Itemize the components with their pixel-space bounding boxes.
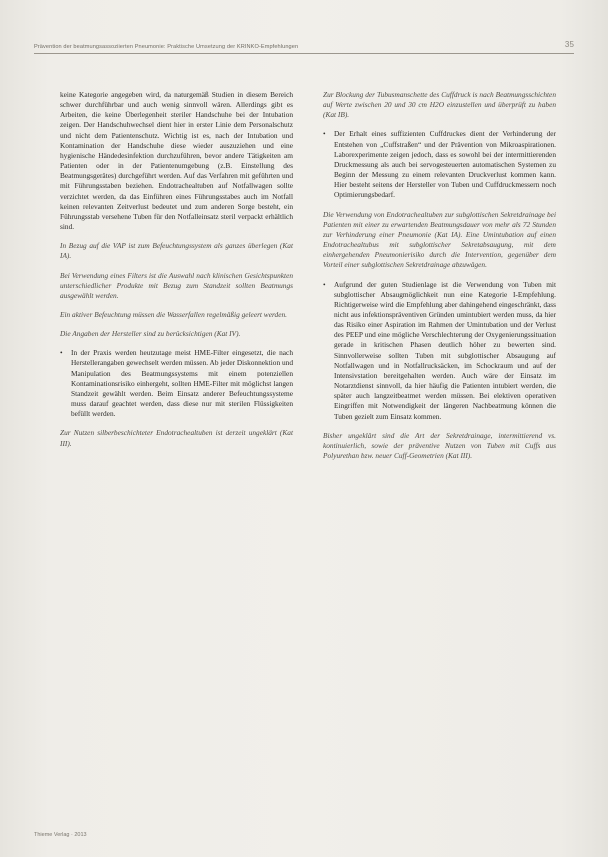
left-recommendation-2: In Bezug auf die VAP ist zum Befeuchtungssystem als ganzes überlegen (Kat IA). — [60, 241, 293, 261]
left-recommendation-4: Ein aktiver Befeuchtung müssen die Wasserfallen regelmäßig geleert werden. — [60, 309, 287, 319]
left-paragraph-1: keine Kategorie angegeben wird, da naturgemäß Studien in diesem Bereich schwer durchführbar und auch wenig sinnvoll wären. Allerdings gibt es Arbeiten, die keine Überlegenheit steriler Handschuhe bei der Intubation zeigen. Der Handschuhwechsel dient hier in erster Linie dem Personalschutz und nicht dem Patientenschutz. Wichtig ist es, nach der Intubation und Kontamination der Handschuhe diese wieder auszuziehen und eine hygienische Händedesinfektion durchzuführen, bevor andere Tätigkeiten am Patienten oder in der Patientenumgebung (z.B. Einstellung des Beatmungsgerätes) durchgeführt werden. Auf das Verfahren mit geführten und mit Führungsstaben beziehen. Endotrachealtuben auf Notfallwagen sollte verzichtet werden, da das Einführen eines Führungsstabes auch im Notfall keinen relevanten Zeitverlust bedeutet und zum anderen Sorge besteht, ein Führungsstab versehene Tuben für den Notfalleinsatz steril verpackt erhältlich sind. — [60, 90, 293, 232]
left-column — [60, 90, 293, 458]
right-recommendation-1: Zur Blockung der Tubusmanschette des Cuffdruck is nach Beatmungsschichten auf Werte zwischen 20 und 30 cm H2O einzustellen und überprüft zu haben (Kat IB). — [323, 90, 556, 120]
left-recommendation-3: Bei Verwendung eines Filters ist die Auswahl nach klinischen Gesichtspunkten unterschiedlicher Produkte mit Bezug zum Standzeit sollten Beatmungs ausgewählt werden. — [60, 270, 293, 300]
left-bullet-comment: • In der Praxis werden heutzutage meist HME-Filter eingesetzt, die nach Herstellerangaben gewechselt werden müssen. Ab jeder Diskonnektion und Manipulation des Beatmungssystems mit einem potenziellen Kontaminationsrisiko einhergeht, sollten HME-Filter mit möglichst langen Standzeit gewählt werden. Beim Einsatz anderer Befeuchtungssysteme muss darauf geachtet werden, dass diese nur mit sterilen Flüssigkeiten befüllt werden. — [60, 348, 293, 419]
header-title: Prävention der beatmungsassoziierten Pneumonie: Praktische Umsetzung der KRINKO-Empfehlungen — [34, 44, 299, 50]
left-recommendation-5: Die Angaben der Hersteller sind zu berücksichtigen (Kat IV). — [60, 329, 241, 339]
page-number: 35 — [564, 40, 574, 49]
left-recommendation-6: Zur Nutzen silberbeschichteter Endotrachealtuben ist derzeit ungeklärt (Kat III). — [60, 428, 293, 448]
right-column — [323, 90, 556, 470]
running-header — [34, 40, 574, 50]
right-recommendation-3: Bisher ungeklärt sind die Art der Sekretdrainage, intermittierend vs. kontinuierlich, sowie der präventive Nutzen von Tuben mit Cuffs aus Polyurethan bzw. neuer Cuff-Geometrien (Kat III). — [323, 430, 556, 460]
right-bullet-comment-1: • Der Erhalt eines suffizienten Cuffdruckes dient der Verhinderung der Entstehen von „Cuffstraßen“ und der Prävention von Mikroaspirationen. Laborexperimente zeigen jedoch, dass es sowohl bei der intermittierenden Druckmessung als auch bei servogesteuerten automatischen Systemen zu Beginn der Messung zu einem relevanten Druckverlust kommen kann. Hier besteht seitens der Hersteller von Tuben und Cuffdruckmessern noch Optimierungsbedarf. — [323, 129, 556, 200]
right-bullet-comment-2: • Aufgrund der guten Studienlage ist die Verwendung von Tuben mit subglottischer Absaugmöglichkeit nun eine Kategorie I-Empfehlung. Richtigerweise wird die Empfehlung aber dahingehend eingeschränkt, dass nicht aus infektionspräventiven Gründen umintubiert werden muss, da hier das Risiko einer Aspiration im Rahmen der Umintubation und der Verlust des PEEP und eine mögliche Verschlechterung der Oxygenierungssituation gerade in kritischen Phasen deutlich höher zu bewerten sind. Sinnvollerweise sollten Tuben mit subglottischer Absaugung auf Notfallwagen und in Notfallrucksäcken, im Schockraum und auf der Intensivstation bereitgehalten werden. Auch wäre der Einsatz im Notarztdienst sinnvoll, da hier häufig die Patienten intubiert werden, die später auch langzeitbeatmet werden müssen. Bei elektiven operativen Eingriffen mit Notwendigkeit der längeren Nachbeatmung können die Tuben gezielt zum Einsatz kommen. — [323, 280, 556, 422]
page-footer: Thieme Verlag · 2013 — [34, 832, 87, 838]
right-recommendation-2: Die Verwendung von Endotrachealtuben zur subglottischen Sekretdrainage bei Patienten mit einer zu erwartenden Beatmungsdauer von mehr als 72 Stunden zur Verhinderung einer Pneumonie (Kat IA). Eine Umintubation auf einen Endotrachealtubus mit subglottischer Sekretabsaugung, mit dem einhergehenden Pneumonierisiko durch die Intervention, gegenüber dem Vorteil einer subglottischen Sekretdrainage abzuwägen. — [323, 209, 556, 270]
header-rule — [34, 53, 574, 54]
